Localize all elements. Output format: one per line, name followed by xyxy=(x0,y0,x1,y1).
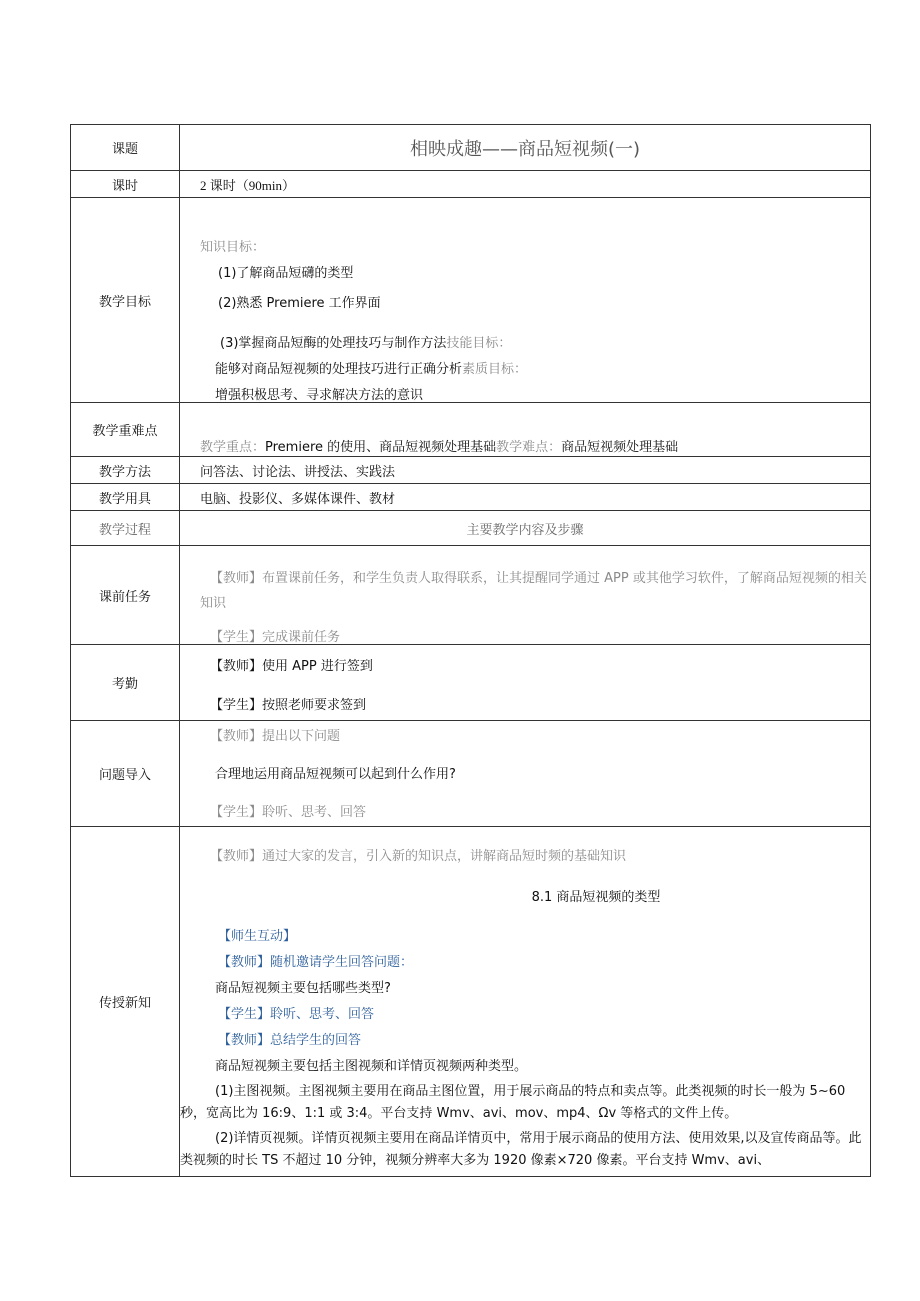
row-pretask xyxy=(71,546,871,645)
label-goals: 教学目标 xyxy=(71,198,180,403)
nk-summary: 商品短视频主要包括主图视频和详情页视频两种类型。 xyxy=(215,1059,528,1074)
label-hours: 课时 xyxy=(71,171,180,198)
nk-p1: (1)主图视频。主图视频主要用在商品主图位置，用于展示商品的特点和卖点等。此类视频的时长一般为 5~60 秒，宽高比为 16:9、1:1 或 3:4。平台支持 Wmv、avi、mov、mp4、Ωv 等格式的文件上传。 xyxy=(180,1084,846,1121)
skill-text: 能够对商品短视频的处理技巧进行正确分析 xyxy=(215,362,463,377)
goal-k1: (1)了解商品短礴的类型 xyxy=(218,266,354,281)
intro-question: 合理地运用商品短视频可以起到什么作用? xyxy=(215,767,456,782)
quality-heading: 素质目标： xyxy=(462,362,528,377)
tools-value: 电脑、投影仪、多媒体课件、教材 xyxy=(200,491,396,507)
row-hours xyxy=(71,171,871,198)
row-method xyxy=(71,457,871,484)
row-process-header xyxy=(71,511,871,546)
difficulty-text: 商品短视频处理基础 xyxy=(561,440,679,455)
intro-student: 【学生】聆听、思考、回答 xyxy=(210,805,367,820)
pretask-teacher: 【教师】布置课前任务，和学生负责人取得联系，让其提醒同学通过 APP 或其他学习软件，了解商品短视频的相关知识 xyxy=(200,571,867,611)
nk-teacher-sum: 【教师】总结学生的回答 xyxy=(218,1033,362,1048)
label-method: 教学方法 xyxy=(71,457,180,484)
nk-p2: (2)详情页视频。详情页视频主要用在商品详情页中，常用于展示商品的使用方法、使用效果,以及宣传商品等。此类视频的时长 TS 不超过 10 分钟，视频分辨率大多为 1920 像素×720 像素。平台支持 Wmv、avi、 xyxy=(180,1131,862,1168)
row-keypoints xyxy=(71,403,871,457)
difficulty-heading: 教学难点： xyxy=(496,440,562,455)
topic-title: 相映成趣——商品短视频(一) xyxy=(409,138,641,160)
goal-k2: (2)熟悉 Premiere 工作界面 xyxy=(218,296,381,311)
label-process: 教学过程 xyxy=(71,511,180,546)
row-tools xyxy=(71,484,871,511)
label-attendance: 考勤 xyxy=(71,645,180,721)
row-goals xyxy=(71,198,871,403)
row-topic xyxy=(71,125,871,171)
intro-teacher: 【教师】提出以下问题 xyxy=(210,729,341,744)
row-attendance xyxy=(71,645,871,721)
row-intro xyxy=(71,721,871,827)
process-header: 主要教学内容及步骤 xyxy=(466,522,584,538)
knowledge-heading: 知识目标： xyxy=(200,240,266,255)
attendance-teacher: 【教师】使用 APP 进行签到 xyxy=(210,659,373,674)
focus-heading: 教学重点： xyxy=(200,440,266,455)
nk-question: 商品短视频主要包括哪些类型? xyxy=(215,981,391,996)
label-keypoints: 教学重难点 xyxy=(71,403,180,457)
label-intro: 问题导入 xyxy=(71,721,180,827)
nk-interaction: 【师生互动】 xyxy=(218,929,297,944)
nk-student: 【学生】聆听、思考、回答 xyxy=(218,1007,375,1022)
nk-section-title: 8.1 商品短视频的类型 xyxy=(531,890,661,905)
label-tools: 教学用具 xyxy=(71,484,180,511)
pretask-student: 【学生】完成课前任务 xyxy=(210,630,341,645)
label-topic: 课题 xyxy=(71,125,180,171)
label-pretask: 课前任务 xyxy=(71,546,180,645)
nk-teacher-intro: 【教师】通过大家的发言，引入新的知识点，讲解商品短时频的基础知识 xyxy=(210,849,627,864)
goal-k3: (3)掌握商品短酶的处理技巧与制作方法 xyxy=(220,336,447,351)
attendance-student: 【学生】按照老师要求签到 xyxy=(210,698,367,713)
label-newknowledge: 传授新知 xyxy=(71,827,180,1177)
row-newknowledge xyxy=(71,827,871,1177)
method-value: 问答法、讨论法、讲授法、实践法 xyxy=(200,464,396,480)
nk-teacher-ask: 【教师】随机邀请学生回答问题： xyxy=(218,955,414,970)
skill-heading: 技能目标： xyxy=(446,336,512,351)
lesson-plan-table xyxy=(70,124,871,1177)
focus-text: Premiere 的使用、商品短视频处理基础 xyxy=(265,440,497,455)
hours-value: 2 课时（90min） xyxy=(200,177,295,193)
quality-text: 增强积极思考、寻求解决方法的意识 xyxy=(215,388,424,403)
